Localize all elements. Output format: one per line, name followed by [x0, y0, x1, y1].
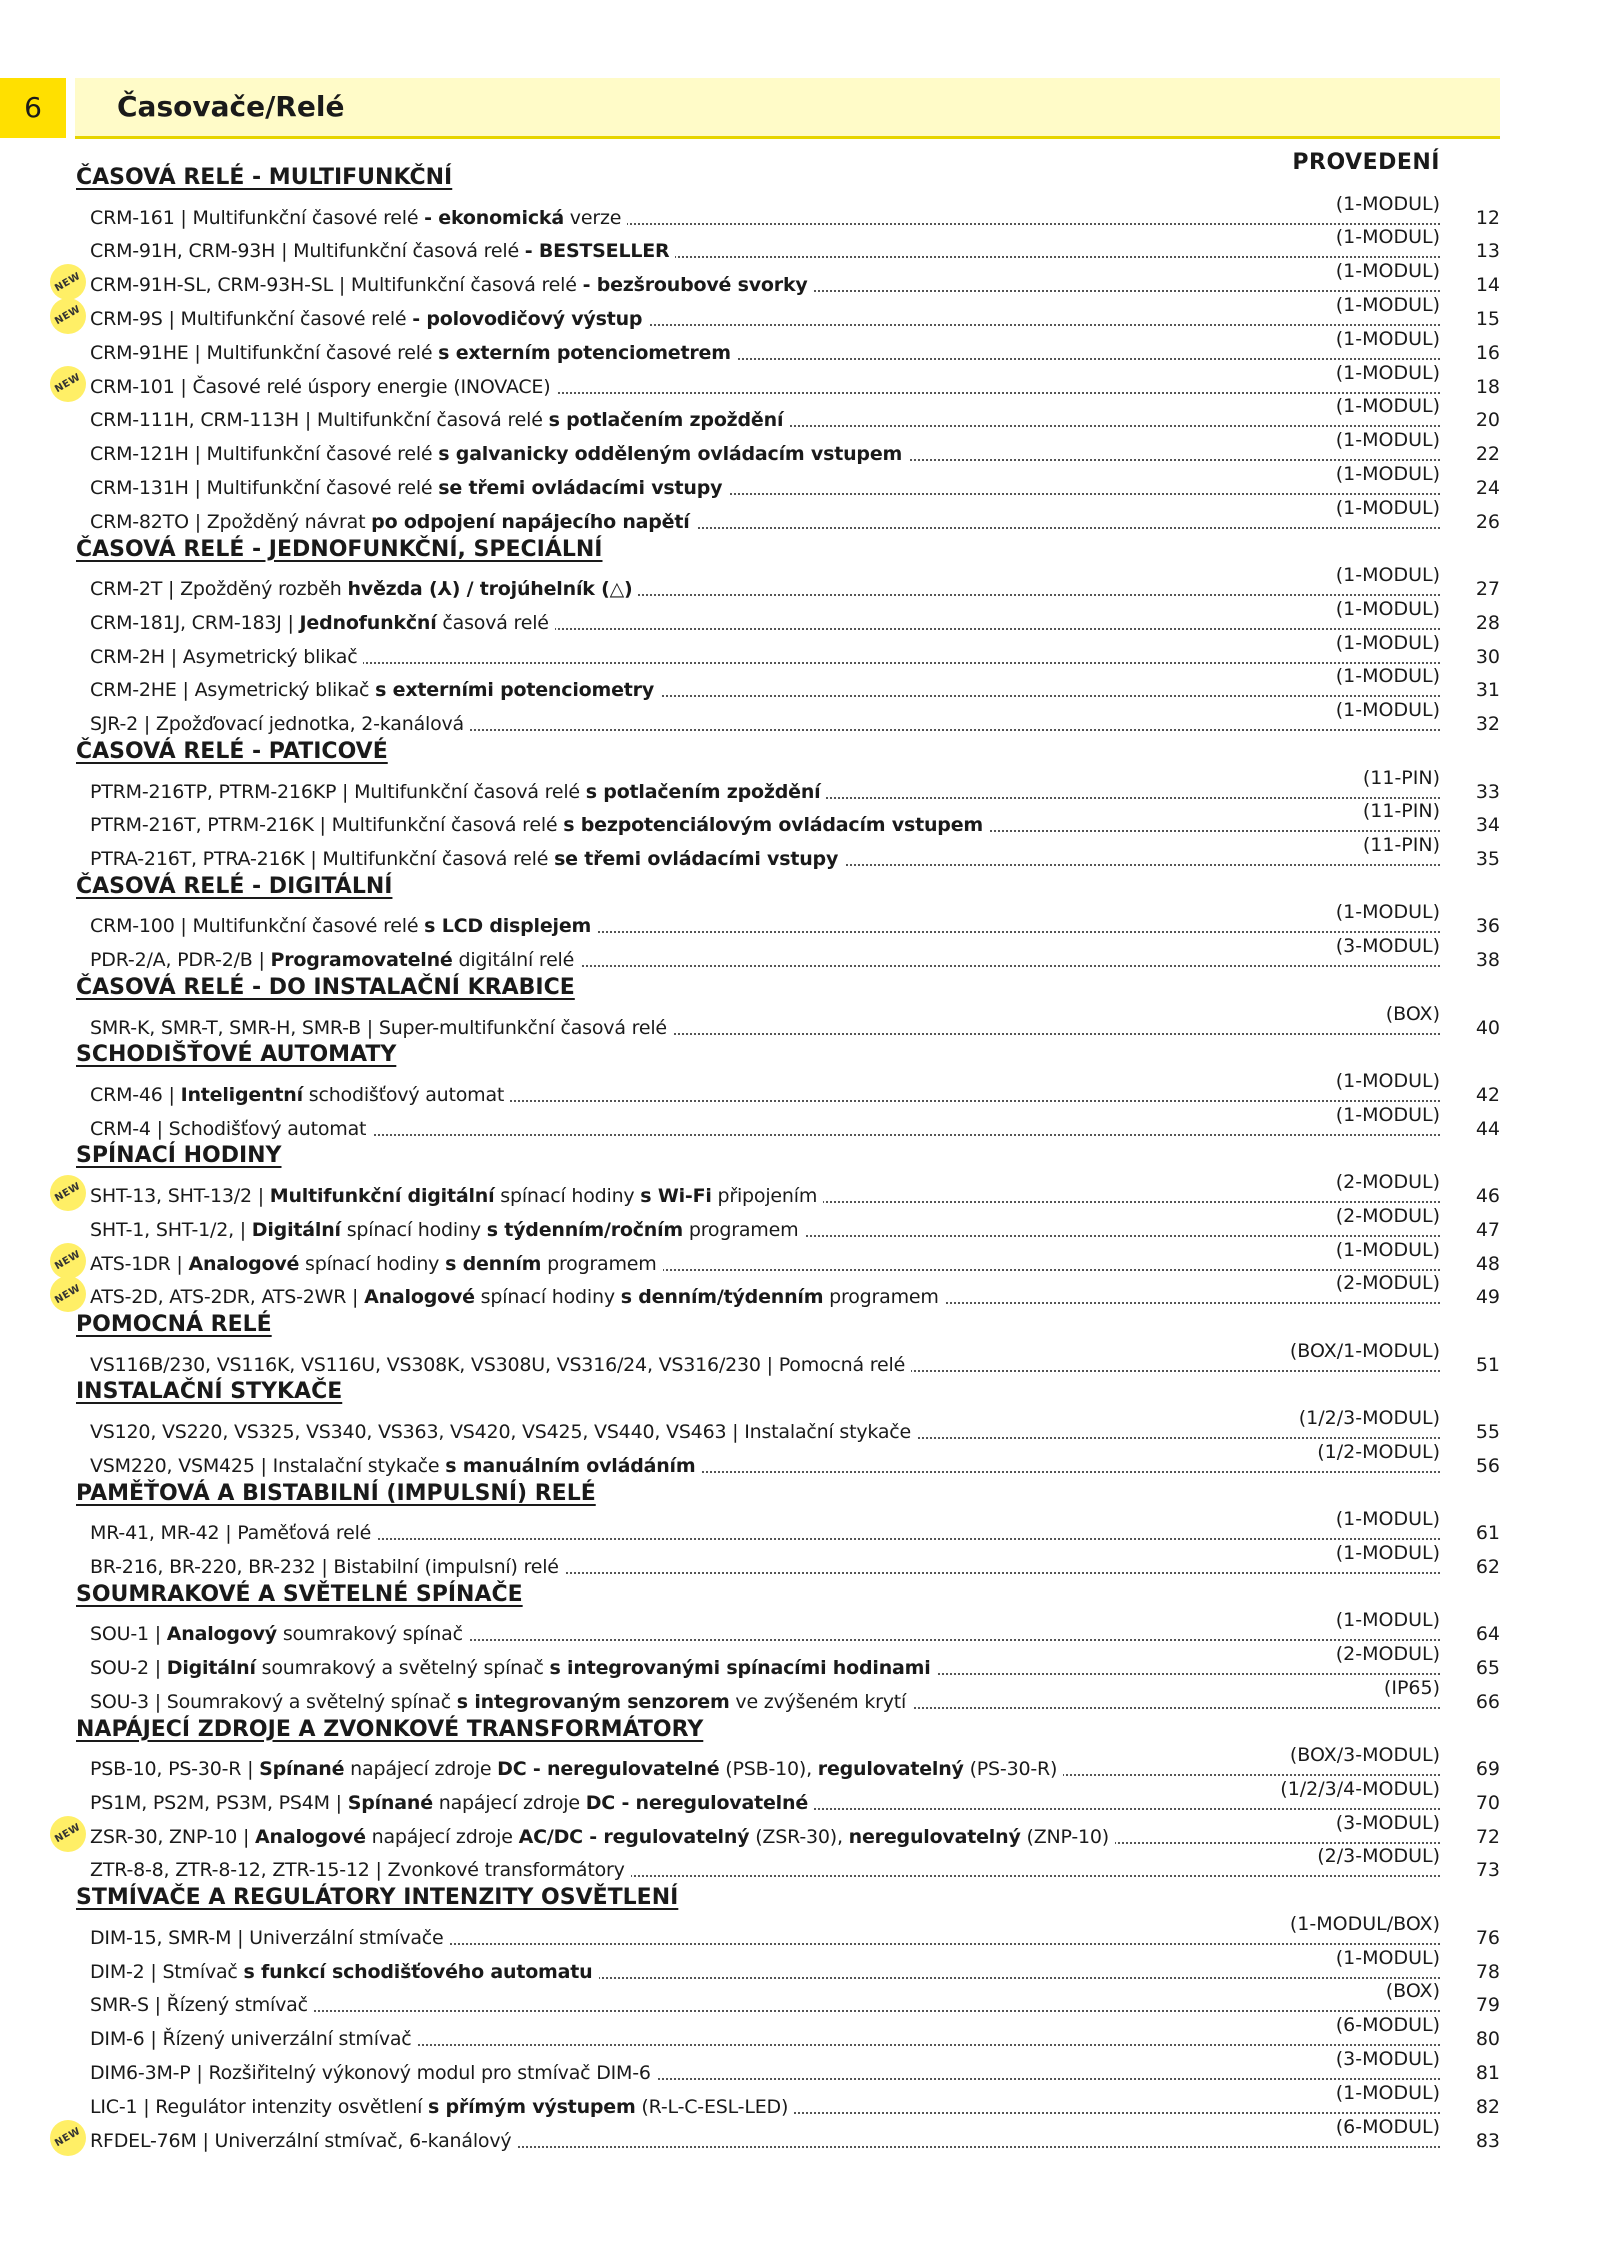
new-badge-label: NEW: [53, 371, 83, 396]
entry-variant: (1/2/3-MODUL): [1298, 1406, 1440, 1429]
entry-text-bold: - BESTSELLER: [524, 240, 670, 263]
entry-description: [90, 1017, 673, 1039]
entry-text-bold: s potlačením zpoždění: [585, 780, 821, 803]
entry-variant: (1/2/3/4-MODUL): [1280, 1777, 1440, 1800]
entry-description: [90, 1455, 701, 1477]
entry-variant: (11-PIN): [1362, 834, 1440, 857]
entry-page-number: 56: [1475, 1454, 1500, 1477]
entry-variant: (1-MODUL): [1335, 395, 1440, 418]
entry-text-bold: - ekonomická: [424, 206, 564, 229]
entry-text-bold: s externími potenciometry: [375, 679, 655, 702]
entry-description: [90, 1961, 599, 1983]
entry-text: SHT-1, SHT-1/2, |: [90, 1218, 252, 1241]
entry-variant: (1-MODUL): [1335, 597, 1440, 620]
entry-variant: (1/2-MODUL): [1317, 1440, 1440, 1463]
entry-variant: (1-MODUL): [1335, 1541, 1440, 1564]
entry-page-number: 16: [1475, 341, 1500, 364]
entry-text: (ZNP-10): [1020, 1825, 1110, 1848]
entry-text: SMR-K, SMR-T, SMR-H, SMR-B | Super-multifunkční časová relé: [90, 1016, 667, 1039]
entry-description: [90, 1522, 377, 1544]
toc-entry[interactable]: [0, 1440, 1600, 1481]
entry-text-bold: Analogový: [166, 1623, 277, 1646]
entry-text-bold: - polovodičový výstup: [412, 307, 643, 330]
entry-text: VSM220, VSM425 | Instalační stykače: [90, 1454, 446, 1477]
new-badge-icon: [50, 298, 86, 334]
entry-variant: (1-MODUL): [1335, 901, 1440, 924]
entry-text: BR-216, BR-220, BR-232 | Bistabilní (impulsní) relé: [90, 1555, 559, 1578]
entry-variant: (IP65): [1383, 1676, 1440, 1699]
entry-page-number: 42: [1475, 1083, 1500, 1106]
entry-text-bold: s týdenním/ročním: [486, 1218, 684, 1241]
entry-variant: (1-MODUL): [1335, 665, 1440, 688]
new-badge-icon: [50, 1243, 86, 1279]
toc-entry[interactable]: [0, 1845, 1600, 1885]
entry-page-number: 12: [1475, 206, 1500, 229]
entry-text: PS1M, PS2M, PS3M, PS4M |: [90, 1791, 348, 1814]
entry-description: [90, 1792, 814, 1814]
entry-text-bold: s funkcí schodišťového automatu: [243, 1960, 593, 1983]
entry-page-number: 62: [1475, 1555, 1500, 1578]
entry-description: [90, 915, 597, 937]
new-badge-label: NEW: [53, 2125, 83, 2150]
entry-description: [90, 1657, 937, 1679]
entry-page-number: 51: [1475, 1353, 1500, 1376]
entry-variant: (1-MODUL): [1335, 226, 1440, 249]
entry-variant: (11-PIN): [1362, 800, 1440, 823]
entry-description: [90, 1826, 1115, 1848]
entry-variant: (1-MODUL): [1335, 699, 1440, 722]
entry-text-bold: Jednofunkční: [299, 611, 437, 634]
entry-description: [90, 1927, 450, 1949]
entry-description: [90, 240, 675, 262]
entry-text-bold: se třemi ovládacími vstupy: [438, 476, 723, 499]
section-heading: ČASOVÁ RELÉ - DO INSTALAČNÍ KRABICE: [76, 975, 575, 1000]
entry-variant: (3-MODUL): [1335, 2047, 1440, 2070]
entry-text-bold: s integrovanými spínacími hodinami: [549, 1656, 931, 1679]
entry-text-bold: s galvanicky odděleným ovládacím vstupem: [438, 443, 903, 466]
new-badge-icon: [50, 2120, 86, 2156]
entry-text: spínací hodiny: [340, 1218, 487, 1241]
entry-page-number: 35: [1475, 848, 1500, 871]
page-title: Časovače/Relé: [117, 90, 345, 123]
entry-description: [90, 814, 989, 836]
entry-page-number: 65: [1475, 1656, 1500, 1679]
toc-entry[interactable]: [0, 2115, 1600, 2156]
entry-text: DIM-2 | Stmívač: [90, 1960, 244, 1983]
entry-variant: (2/3-MODUL): [1317, 1845, 1440, 1868]
column-header-variant: PROVEDENÍ: [1292, 150, 1440, 175]
toc-entry[interactable]: [0, 1272, 1600, 1312]
entry-text: CRM-2HE | Asymetrický blikač: [90, 679, 376, 702]
entry-description: [90, 1118, 372, 1140]
entry-page-number: 55: [1475, 1420, 1500, 1443]
toc-entry[interactable]: [0, 800, 1600, 840]
entry-description: [90, 646, 363, 668]
entry-page-number: 15: [1475, 307, 1500, 330]
section-heading: SPÍNACÍ HODINY: [76, 1143, 282, 1169]
entry-description: [90, 1286, 945, 1308]
entry-variant: (BOX/3-MODUL): [1289, 1744, 1440, 1766]
entry-text: DIM-6 | Řízený univerzální stmívač: [90, 2028, 412, 2051]
entry-description: [90, 1556, 565, 1578]
entry-variant: (2-MODUL): [1335, 1642, 1440, 1665]
entry-text: (PSB-10),: [719, 1758, 818, 1780]
section-heading: ČASOVÁ RELÉ - JEDNOFUNKČNÍ, SPECIÁLNÍ: [76, 536, 603, 562]
entry-text: PTRM-216T, PTRM-216K | Multifunkční časová relé: [90, 814, 564, 837]
entry-page-number: 18: [1475, 375, 1500, 398]
entry-page-number: 44: [1475, 1117, 1500, 1140]
entry-text: CRM-100 | Multifunkční časové relé: [90, 915, 425, 938]
entry-text: CRM-2H | Asymetrický blikač: [90, 645, 358, 668]
entry-text: ZTR-8-8, ZTR-8-12, ZTR-15-12 | Zvonkové transformátory: [90, 1859, 625, 1882]
entry-text: PSB-10, PS-30-R |: [90, 1758, 260, 1780]
entry-page-number: 81: [1475, 2061, 1500, 2084]
entry-description: [90, 477, 728, 499]
entry-text-bold: Analogové: [364, 1286, 475, 1309]
entry-variant: (1-MODUL): [1335, 496, 1440, 519]
entry-page-number: 49: [1475, 1286, 1500, 1309]
section-heading: NAPÁJECÍ ZDROJE A ZVONKOVÉ TRANSFORMÁTORY: [76, 1716, 704, 1742]
entry-text: PTRA-216T, PTRA-216K | Multifunkční časová relé: [90, 848, 555, 871]
entry-text-bold: s externím potenciometrem: [438, 341, 731, 364]
entry-text: SMR-S | Řízený stmívač: [90, 1994, 308, 2017]
entry-description: [90, 781, 826, 803]
entry-description: [90, 1758, 1063, 1780]
entry-text-bold: Analogové: [188, 1252, 300, 1275]
entry-page-number: 46: [1475, 1184, 1500, 1207]
entry-text: programem: [541, 1252, 657, 1275]
entry-description: [90, 409, 789, 431]
entry-variant: (3-MODUL): [1335, 1811, 1440, 1834]
entry-description: [90, 2130, 517, 2152]
toc-entry[interactable]: [0, 834, 1600, 874]
entry-text: SOU-2 |: [90, 1656, 167, 1679]
entry-text-bold: Spínané: [259, 1758, 345, 1780]
entry-page-number: 69: [1475, 1758, 1500, 1780]
entry-text: VS116B/230, VS116K, VS116U, VS308K, VS308U, VS316/24, VS316/230 | Pomocná relé: [90, 1353, 906, 1376]
entry-text: (R-L-C-ESL-LED): [635, 2095, 789, 2118]
entry-page-number: 34: [1475, 814, 1500, 837]
entry-text: napájecí zdroje: [344, 1758, 498, 1780]
toc-entry[interactable]: [0, 1541, 1600, 1582]
entry-description: [90, 2028, 418, 2050]
entry-page-number: 28: [1475, 611, 1500, 634]
toc-entry[interactable]: [0, 1339, 1600, 1380]
entry-variant: (1-MODUL): [1335, 1238, 1440, 1261]
entry-page-number: 22: [1475, 443, 1500, 466]
entry-variant: (BOX/1-MODUL): [1289, 1339, 1440, 1362]
entry-text: ve zvýšeném krytí: [729, 1690, 907, 1713]
section-heading: STMÍVAČE A REGULÁTORY INTENZITY OSVĚTLENÍ: [76, 1885, 679, 1911]
entry-page-number: 27: [1475, 578, 1500, 600]
entry-text: CRM-91HE | Multifunkční časové relé: [90, 341, 439, 364]
entry-text-bold: s přímým výstupem: [428, 2095, 636, 2118]
section-heading: ČASOVÁ RELÉ - DIGITÁLNÍ: [76, 873, 393, 899]
entry-page-number: 64: [1475, 1623, 1500, 1646]
entry-text: SJR-2 | Zpožďovací jednotka, 2-kanálová: [90, 713, 464, 736]
entry-variant: (11-PIN): [1362, 766, 1440, 789]
entry-page-number: 79: [1475, 1994, 1500, 2017]
entry-variant: (1-MODUL): [1335, 361, 1440, 384]
entry-page-number: 38: [1475, 949, 1500, 972]
toc-entry[interactable]: [0, 699, 1600, 739]
entry-text-bold: s LCD displejem: [424, 915, 592, 938]
entry-text-bold: Inteligentní: [180, 1083, 303, 1106]
entry-variant: (1-MODUL): [1335, 631, 1440, 654]
toc-entry[interactable]: [0, 1642, 1600, 1683]
entry-page-number: 13: [1475, 240, 1500, 263]
entry-description: [90, 679, 660, 701]
entry-description: [90, 443, 908, 465]
entry-variant: (1-MODUL): [1335, 1103, 1440, 1126]
section-heading: ČASOVÁ RELÉ - PATICOVÉ: [76, 739, 388, 764]
entry-description: [90, 2062, 657, 2084]
entry-page-number: 48: [1475, 1252, 1500, 1275]
entry-description: [90, 342, 737, 364]
new-badge-icon: [50, 1276, 86, 1312]
entry-text-bold: Digitální: [166, 1656, 256, 1679]
entry-text: CRM-121H | Multifunkční časové relé: [90, 443, 439, 466]
entry-text: verze: [563, 206, 622, 229]
entry-page-number: 80: [1475, 2028, 1500, 2051]
entry-text: digitální relé: [452, 949, 575, 972]
entry-text: CRM-91H-SL, CRM-93H-SL | Multifunkční časová relé: [90, 274, 583, 297]
toc-entry[interactable]: [0, 935, 1600, 975]
entry-text: spínací hodiny: [494, 1184, 641, 1207]
new-badge-label: NEW: [53, 1248, 83, 1273]
new-badge-label: NEW: [53, 1181, 83, 1205]
entry-text: CRM-181J, CRM-183J |: [90, 611, 300, 634]
entry-page-number: 78: [1475, 1960, 1500, 1983]
entry-text: spínací hodiny: [474, 1286, 621, 1309]
entry-text-bold: regulovatelný: [817, 1758, 964, 1780]
entry-text: CRM-101 | Časové relé úspory energie (INOVACE): [90, 375, 551, 398]
toc-entry[interactable]: [0, 766, 1600, 807]
entry-page-number: 76: [1475, 1926, 1500, 1949]
entry-text: (PS-30-R): [963, 1758, 1058, 1780]
toc-entry[interactable]: [0, 1676, 1600, 1717]
entry-text: CRM-131H | Multifunkční časové relé: [90, 476, 439, 499]
section-heading: SOUMRAKOVÉ A SVĚTELNÉ SPÍNAČE: [76, 1581, 523, 1607]
entry-text-bold: se třemi ovládacími vstupy: [554, 848, 839, 871]
entry-text: DIM-15, SMR-M | Univerzální stmívače: [90, 1926, 444, 1949]
new-badge-label: NEW: [53, 1282, 83, 1306]
entry-description: [90, 1859, 631, 1881]
section-heading: ČASOVÁ RELÉ - MULTIFUNKČNÍ: [76, 165, 453, 190]
entry-text: CRM-2T | Zpožděný rozběh: [90, 578, 348, 600]
entry-text-bold: s denním: [445, 1252, 542, 1275]
entry-text-bold: hvězda (⅄) / trojúhelník (△): [347, 578, 633, 600]
entry-variant: (2-MODUL): [1335, 1204, 1440, 1227]
entry-text: časová relé: [436, 611, 549, 634]
entry-variant: (1-MODUL): [1335, 564, 1440, 586]
entry-description: [90, 511, 696, 533]
new-badge-icon: [50, 1816, 86, 1852]
entry-variant: (1-MODUL): [1335, 1946, 1440, 1969]
entry-variant: (BOX): [1385, 1002, 1440, 1025]
entry-variant: (2-MODUL): [1335, 1272, 1440, 1295]
entry-description: [90, 1185, 823, 1207]
entry-page-number: 14: [1475, 274, 1500, 297]
entry-text-bold: DC - neregulovatelné: [585, 1791, 809, 1814]
entry-description: [90, 207, 627, 229]
entry-text-bold: s integrovaným senzorem: [456, 1690, 730, 1713]
entry-page-number: 82: [1475, 2095, 1500, 2118]
entry-text-bold: Multifunkční digitální: [269, 1184, 495, 1207]
entry-text: SHT-13, SHT-13/2 |: [90, 1184, 270, 1207]
entry-description: [90, 376, 556, 398]
entry-text: CRM-91H, CRM-93H | Multifunkční časová relé: [90, 240, 525, 263]
entry-page-number: 40: [1475, 1016, 1500, 1039]
entry-text: připojením: [711, 1184, 818, 1207]
entry-text: (ZSR-30),: [749, 1825, 849, 1848]
entry-text: soumrakový spínač: [277, 1623, 463, 1646]
toc-entry[interactable]: [0, 1946, 1600, 1987]
entry-variant: (1-MODUL): [1335, 1609, 1440, 1632]
entry-description: [90, 1691, 912, 1713]
entry-text: programem: [823, 1286, 939, 1309]
entry-variant: (1-MODUL/BOX): [1289, 1912, 1440, 1935]
entry-text: CRM-111H, CRM-113H | Multifunkční časová relé: [90, 409, 549, 432]
entry-text: SOU-1 |: [90, 1623, 167, 1646]
entry-text: PDR-2/A, PDR-2/B |: [90, 949, 271, 972]
entry-variant: (6-MODUL): [1335, 2014, 1440, 2037]
entry-variant: (1-MODUL): [1335, 293, 1440, 316]
entry-description: [90, 1084, 510, 1106]
entry-variant: (3-MODUL): [1335, 935, 1440, 958]
entry-text: CRM-82TO | Zpožděný návrat: [90, 510, 372, 533]
toc-entry[interactable]: [0, 496, 1600, 537]
entry-description: [90, 612, 555, 634]
entry-text-bold: Digitální: [251, 1218, 341, 1241]
entry-text: soumrakový a světelný spínač: [255, 1656, 550, 1679]
entry-variant: (1-MODUL): [1335, 260, 1440, 283]
entry-text-bold: s manuálním ovládáním: [445, 1454, 696, 1477]
entry-page-number: 31: [1475, 679, 1500, 702]
entry-text: CRM-9S | Multifunkční časové relé: [90, 307, 413, 330]
new-badge-label: NEW: [53, 1821, 83, 1846]
entry-description: [90, 1623, 469, 1645]
entry-page-number: 61: [1475, 1522, 1500, 1544]
toc-entry[interactable]: [0, 1103, 1600, 1144]
section-heading: SCHODIŠŤOVÉ AUTOMATY: [76, 1042, 397, 1068]
section-heading: INSTALAČNÍ STYKAČE: [76, 1379, 343, 1405]
entry-page-number: 47: [1475, 1218, 1500, 1241]
entry-variant: (1-MODUL): [1335, 2081, 1440, 2104]
entry-variant: (6-MODUL): [1335, 2115, 1440, 2138]
entry-page-number: 72: [1475, 1825, 1500, 1848]
entry-description: [90, 274, 814, 296]
entry-text: LIC-1 | Regulátor intenzity osvětlení: [90, 2095, 428, 2118]
entry-text-bold: s potlačením zpoždění: [548, 409, 784, 432]
entry-text-bold: AC/DC - regulovatelný: [518, 1825, 750, 1848]
entry-description: [90, 848, 844, 870]
entry-variant: (1-MODUL): [1335, 1508, 1440, 1530]
entry-text-bold: po odpojení napájecího napětí: [371, 510, 690, 533]
entry-variant: (2-MODUL): [1335, 1170, 1440, 1193]
entry-page-number: 83: [1475, 2129, 1500, 2152]
new-badge-icon: [50, 264, 86, 300]
section-heading: POMOCNÁ RELÉ: [76, 1312, 272, 1338]
entry-variant: (1-MODUL): [1335, 1069, 1440, 1092]
entry-description: [90, 1354, 911, 1376]
entry-text: programem: [683, 1218, 799, 1241]
entry-text: ATS-2D, ATS-2DR, ATS-2WR |: [90, 1286, 365, 1309]
entry-page-number: 36: [1475, 915, 1500, 938]
entry-text-bold: Analogové: [255, 1825, 366, 1848]
entry-text: napájecí zdroje: [365, 1825, 519, 1848]
entry-page-number: 33: [1475, 780, 1500, 803]
entry-text-bold: s bezpotenciálovým ovládacím vstupem: [563, 814, 983, 837]
toc-entry[interactable]: [0, 1002, 1600, 1043]
entry-text: PTRM-216TP, PTRM-216KP | Multifunkční časová relé: [90, 780, 586, 803]
entry-text-bold: s Wi-Fi: [640, 1184, 712, 1207]
entry-text-bold: Spínané: [347, 1791, 433, 1814]
entry-page-number: 70: [1475, 1791, 1500, 1814]
entry-page-number: 32: [1475, 713, 1500, 736]
entry-text-bold: - bezšroubové svorky: [582, 274, 808, 297]
entry-variant: (1-MODUL): [1335, 462, 1440, 485]
entry-variant: (1-MODUL): [1335, 429, 1440, 452]
entry-description: [90, 1994, 314, 2016]
entry-text: schodišťový automat: [302, 1083, 505, 1106]
entry-page-number: 66: [1475, 1690, 1500, 1713]
entry-description: [90, 578, 638, 600]
entry-text: CRM-4 | Schodišťový automat: [90, 1117, 367, 1140]
entry-variant: (1-MODUL): [1335, 327, 1440, 350]
new-badge-icon: [50, 366, 86, 402]
entry-text: CRM-46 |: [90, 1083, 181, 1106]
entry-text-bold: s denním/týdenním: [620, 1286, 824, 1309]
entry-variant: (BOX): [1385, 1980, 1440, 2003]
entry-text: MR-41, MR-42 | Paměťová relé: [90, 1522, 372, 1544]
entry-page-number: 24: [1475, 476, 1500, 499]
page-number: 6: [0, 78, 66, 138]
new-badge-label: NEW: [53, 304, 83, 328]
entry-text: DIM6-3M-P | Rozšiřitelný výkonový modul pro stmívač DIM-6: [90, 2061, 651, 2084]
entry-description: [90, 2096, 794, 2118]
entry-description: [90, 713, 470, 735]
entry-text: spínací hodiny: [299, 1252, 446, 1275]
entry-description: [90, 1219, 804, 1241]
entry-text: CRM-161 | Multifunkční časové relé: [90, 206, 425, 229]
new-badge-label: NEW: [53, 270, 83, 294]
entry-text-bold: neregulovatelný: [848, 1825, 1021, 1848]
entry-variant: (1-MODUL): [1335, 192, 1440, 215]
entry-description: [90, 1421, 917, 1443]
entry-text: ATS-1DR |: [90, 1252, 189, 1275]
entry-text-bold: Programovatelné: [270, 949, 453, 972]
entry-page-number: 73: [1475, 1859, 1500, 1882]
entry-description: [90, 949, 580, 971]
section-heading: PAMĚŤOVÁ A BISTABILNÍ (IMPULSNÍ) RELÉ: [76, 1480, 596, 1506]
entry-description: [90, 308, 648, 330]
entry-text: VS120, VS220, VS325, VS340, VS363, VS420, VS425, VS440, VS463 | Instalační stykače: [90, 1420, 912, 1443]
entry-text-bold: DC - neregulovatelné: [497, 1758, 720, 1780]
entry-text: RFDEL-76M | Univerzální stmívač, 6-kanálový: [90, 2129, 512, 2152]
new-badge-icon: [50, 1175, 86, 1211]
entry-description: [90, 1253, 663, 1275]
entry-text: napájecí zdroje: [432, 1791, 586, 1814]
entry-page-number: 26: [1475, 510, 1500, 533]
entry-page-number: 30: [1475, 645, 1500, 668]
entry-text: SOU-3 | Soumrakový a světelný spínač: [90, 1690, 457, 1713]
entry-text: ZSR-30, ZNP-10 |: [90, 1825, 256, 1848]
entry-page-number: 20: [1475, 409, 1500, 432]
